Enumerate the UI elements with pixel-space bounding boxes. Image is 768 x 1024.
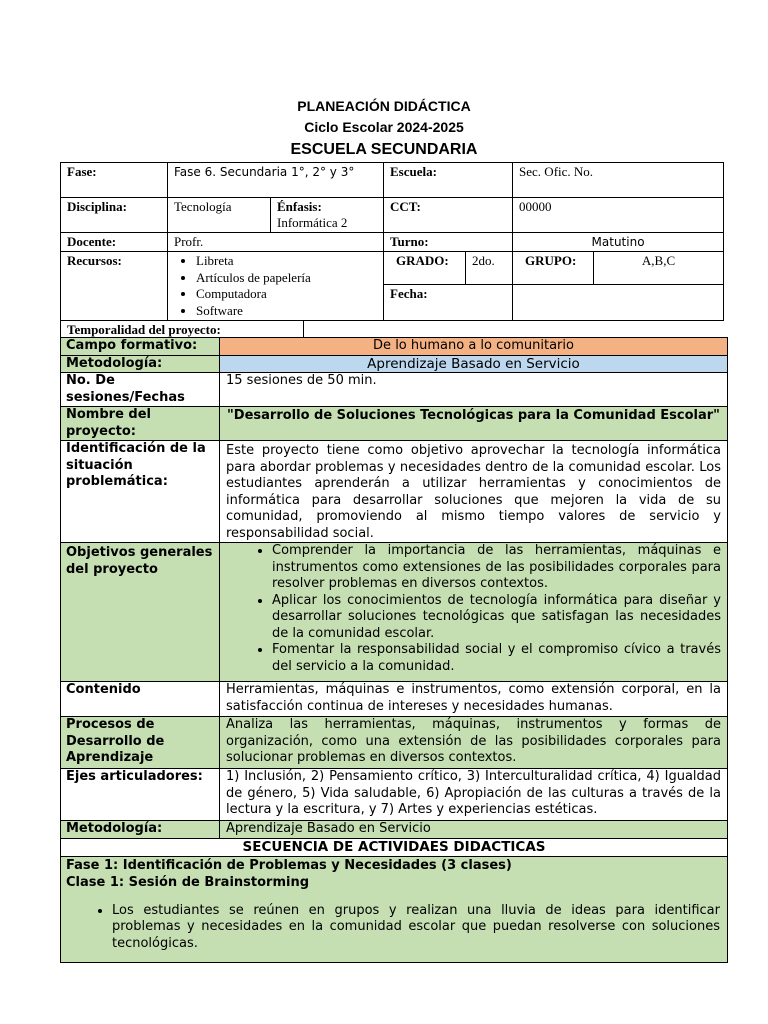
identificacion-value: Este proyecto tiene como objetivo aprovechar la tecnología informática para abordar problemas y necesidades dentro de la comunidad escolar. Los estudiantes aprenderán a utilizar herramientas y conocimientos de informática para desarrollar soluciones que mejoren la vida de su comunidad, promoviendo al mismo tiempo valores de servicio y responsabilidad social. xyxy=(220,441,728,543)
metodologia2-label: Metodología: xyxy=(61,821,220,839)
sesiones-value: 15 sesiones de 50 min. xyxy=(220,373,728,407)
metodologia-value: Aprendizaje Basado en Servicio xyxy=(220,355,728,373)
recursos-cell xyxy=(168,252,384,321)
fase-label: Fase: xyxy=(61,163,168,198)
metodologia-label: Metodología: xyxy=(61,355,220,373)
disciplina-value: Tecnología xyxy=(168,198,271,233)
list-item: • Computadora xyxy=(196,286,377,303)
clase1-title: Clase 1: Sesión de Brainstorming xyxy=(66,874,310,890)
contenido-value: Herramientas, máquinas e instrumentos, como extensión corporal, en la satisfacción continua de intereses y necesidades humanas. xyxy=(220,682,728,717)
clase1-list xyxy=(66,903,722,953)
fecha-label: Fecha: xyxy=(384,285,513,321)
fase1-title: Fase 1: Identificación de Problemas y Necesidades (3 clases) xyxy=(66,857,512,873)
objetivos-list xyxy=(226,543,721,675)
procesos-value: Analiza las herramientas, máquinas, instrumentos y formas de organización, como una extensión de las posibilidades corporales para solucionar problemas en diversos contextos. xyxy=(220,717,728,769)
objetivos-label: Objetivos generales del proyecto xyxy=(61,543,220,682)
list-item: • Comprender la importancia de las herramientas, máquinas e instrumentos como extensiones de las posibilidades corporales para resolver problemas en diversos contextos. xyxy=(272,543,721,593)
fase1-cell xyxy=(61,856,728,963)
grupo-label: GRUPO: xyxy=(513,252,594,285)
temporalidad-value xyxy=(304,321,724,339)
document-title: PLANEACIÓN DIDÁCTICA xyxy=(297,98,471,114)
list-item: • Libreta xyxy=(196,253,377,270)
docente-value: Profr. xyxy=(168,233,384,252)
docente-label: Docente: xyxy=(61,233,168,252)
fecha-value xyxy=(513,285,724,321)
list-item: • Los estudiantes se reúnen en grupos y realizan una lluvia de ideas para identificar problemas y necesidades en la comunidad escolar que puedan resolverse con soluciones tecnológicas. xyxy=(112,903,720,953)
project-table xyxy=(60,337,728,963)
school-cycle: Ciclo Escolar 2024-2025 xyxy=(304,119,464,135)
enfasis-cell xyxy=(271,198,384,233)
enfasis-label: Énfasis: xyxy=(277,199,322,214)
campo-label: Campo formativo: xyxy=(61,338,220,356)
identificacion-label: Identificación de la situación problemática: xyxy=(61,441,220,543)
grado-label: GRADO: xyxy=(384,252,466,285)
list-item: • Fomentar la responsabilidad social y el compromiso cívico a través del servicio a la comunidad. xyxy=(272,642,721,675)
sesiones-label: No. De sesiones/Fechas xyxy=(61,373,220,407)
contenido-label: Contenido xyxy=(61,682,220,717)
grado-value: 2do. xyxy=(466,252,513,285)
cct-label: CCT: xyxy=(384,198,513,233)
cct-value: 00000 xyxy=(513,198,724,233)
ejes-label: Ejes articuladores: xyxy=(61,769,220,821)
turno-value: Matutino xyxy=(513,233,724,252)
nombre-value: "Desarrollo de Soluciones Tecnológicas para la Comunidad Escolar" xyxy=(220,407,728,441)
metodologia2-value: Aprendizaje Basado en Servicio xyxy=(220,821,728,839)
escuela-value: Sec. Ofic. No. xyxy=(513,163,724,198)
school-name: ESCUELA SECUNDARIA xyxy=(290,141,478,158)
campo-value: De lo humano a lo comunitario xyxy=(220,338,728,356)
recursos-list xyxy=(174,253,377,319)
ejes-value: 1) Inclusión, 2) Pensamiento crítico, 3) Interculturalidad crítica, 4) Igualdad de género, 5) Vida saludable, 6) Apropiación de las culturas a través de la lectura y la escritura, y 7) Artes y experiencias estéticas. xyxy=(220,769,728,821)
fase-value: Fase 6. Secundaria 1°, 2° y 3° xyxy=(168,163,384,198)
recursos-label: Recursos: xyxy=(61,252,168,321)
disciplina-label: Disciplina: xyxy=(61,198,168,233)
objetivos-cell xyxy=(220,543,728,682)
temporalidad-label: Temporalidad del proyecto: xyxy=(61,321,304,339)
list-item: • Aplicar los conocimientos de tecnología informática para diseñar y desarrollar soluciones tecnológicas que satisfagan las necesidades de la comunidad escolar. xyxy=(272,593,721,643)
general-info-table xyxy=(60,162,724,321)
enfasis-value: Informática 2 xyxy=(277,215,348,230)
secuencia-title: SECUENCIA DE ACTIVIDAES DIDACTICAS xyxy=(61,839,728,857)
list-item: • Software xyxy=(196,303,377,320)
turno-label: Turno: xyxy=(384,233,513,252)
procesos-label: Procesos de Desarrollo de Aprendizaje xyxy=(61,717,220,769)
escuela-label: Escuela: xyxy=(384,163,513,198)
nombre-label: Nombre del proyecto: xyxy=(61,407,220,441)
list-item: • Artículos de papelería xyxy=(196,270,377,287)
grupo-value: A,B,C xyxy=(594,252,724,285)
